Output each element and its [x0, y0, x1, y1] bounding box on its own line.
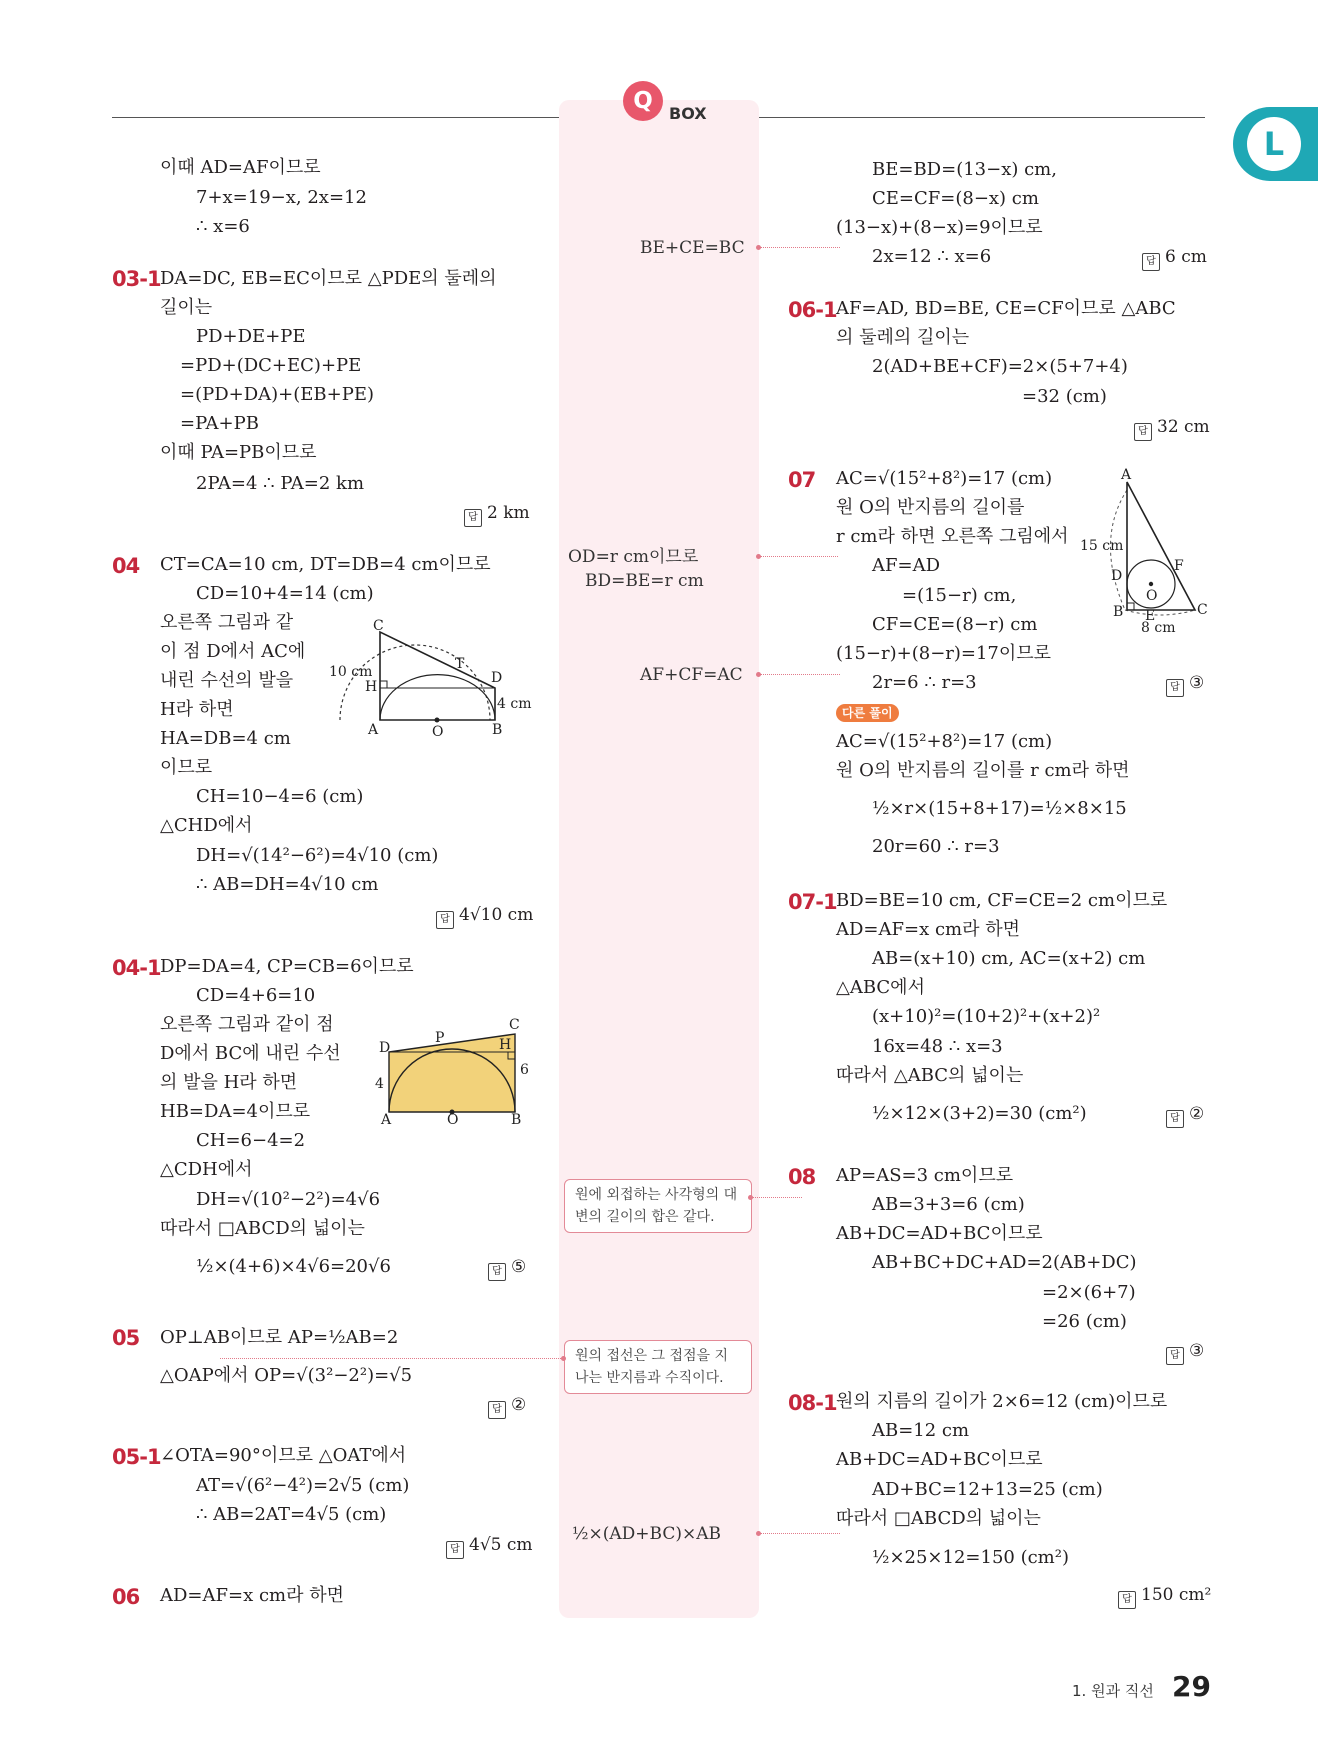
line: 2(AD+BE+CF)=2×(5+7+4)	[872, 356, 1128, 377]
line: 2r=6 ∴ r=3	[872, 672, 977, 693]
line: AF=AD	[872, 555, 941, 576]
line: AB+BC+DC+AD=2(AB+DC)	[872, 1252, 1137, 1273]
figure-04	[325, 618, 532, 740]
answer-text: ③	[1189, 1341, 1205, 1361]
label-C: C	[373, 618, 384, 634]
leader-line	[760, 1533, 840, 1534]
line: 7+x=19−x, 2x=12	[196, 187, 367, 208]
problem-number: 04-1	[112, 956, 161, 980]
leader-line	[220, 1358, 561, 1359]
label-A: A	[1121, 467, 1132, 483]
line: △CHD에서	[160, 815, 253, 836]
problem-number: 03-1	[112, 267, 161, 291]
answer	[464, 502, 530, 527]
line: △OAP에서 OP=√(3²−2²)=√5	[160, 1365, 413, 1386]
leader-dot	[561, 1356, 566, 1361]
answer-text: ⑤	[511, 1257, 527, 1277]
line: D에서 BC에 내린 수선	[160, 1043, 341, 1064]
line: r cm라 하면 오른쪽 그림에서	[836, 526, 1069, 547]
line: CE=CF=(8−x) cm	[872, 188, 1039, 209]
top-rule-right	[759, 117, 1205, 118]
answer	[1166, 672, 1204, 697]
label-4: 4	[375, 1076, 384, 1092]
line: HB=DA=4이므로	[160, 1101, 311, 1122]
problem-number: 08-1	[788, 1391, 837, 1415]
sidebar-note: OD=r cm이므로	[568, 547, 699, 567]
line: OP⊥AB이므로 AP=½AB=2	[160, 1327, 399, 1348]
answer	[488, 1256, 526, 1281]
label-H: H	[499, 1037, 512, 1053]
line: 따라서 △ABC의 넓이는	[836, 1065, 1024, 1086]
line: AF=AD, BD=BE, CE=CF이므로 △ABC	[836, 298, 1176, 319]
answer-icon: 답	[464, 509, 482, 527]
label-C: C	[509, 1017, 520, 1033]
answer	[1134, 416, 1210, 441]
answer	[1142, 246, 1207, 271]
label-O: O	[1146, 588, 1158, 604]
line: CH=6−4=2	[196, 1130, 306, 1151]
line: H라 하면	[160, 699, 234, 720]
line: ½×(4+6)×4√6=20√6	[196, 1256, 391, 1277]
line: CH=10−4=6 (cm)	[196, 786, 364, 807]
line: DP=DA=4, CP=CB=6이므로	[160, 956, 414, 977]
line: 의 발을 H라 하면	[160, 1072, 298, 1093]
qbox-label: BOX	[669, 104, 707, 123]
line: =(15−r) cm,	[902, 585, 1017, 606]
problem-number: 07-1	[788, 890, 837, 914]
sidebar-box: 원에 외접하는 사각형의 대 변의 길이의 합은 같다.	[564, 1179, 752, 1233]
leader-line	[760, 247, 840, 248]
line: HA=DB=4 cm	[160, 728, 291, 749]
answer-icon: 답	[1166, 1347, 1184, 1365]
line: =2×(6+7)	[1042, 1282, 1136, 1303]
chapter-tab-letter: L	[1247, 117, 1301, 171]
answer-icon: 답	[1166, 679, 1184, 697]
sidebar-note: BD=BE=r cm	[585, 571, 704, 591]
line: 이 점 D에서 AC에	[160, 641, 306, 662]
line: DH=√(10²−2²)=4√6	[196, 1189, 381, 1210]
label-A: A	[368, 722, 379, 738]
answer	[446, 1534, 533, 1559]
label-B: B	[492, 722, 503, 738]
line: 이때 AD=AF이므로	[160, 157, 321, 178]
answer-icon: 답	[488, 1263, 506, 1281]
alt-solution-badge: 다른 풀이	[836, 704, 899, 722]
line: ∴ x=6	[196, 216, 250, 237]
label-B: B	[1113, 604, 1124, 620]
chapter-tab	[1233, 107, 1318, 181]
line: ½×r×(15+8+17)=½×8×15	[872, 798, 1127, 819]
sidebar-note: AF+CF=AC	[640, 665, 743, 685]
line: 오른쪽 그림과 같이 점	[160, 1014, 334, 1035]
answer-text: ②	[511, 1395, 527, 1415]
line: △ABC에서	[836, 977, 925, 998]
answer-text: 6 cm	[1165, 247, 1207, 267]
line: ∴ AB=2AT=4√5 (cm)	[196, 1504, 387, 1525]
problem-number: 05	[112, 1326, 140, 1350]
answer-icon: 답	[1142, 253, 1160, 271]
problem-number: 04	[112, 554, 140, 578]
line: CD=4+6=10	[196, 985, 316, 1006]
answer-text: 4√5 cm	[469, 1535, 533, 1555]
answer-text: 150 cm²	[1141, 1585, 1212, 1605]
line: AC=√(15²+8²)=17 (cm)	[836, 731, 1053, 752]
line: 따라서 □ABCD의 넓이는	[836, 1508, 1041, 1529]
line: CT=CA=10 cm, DT=DB=4 cm이므로	[160, 554, 491, 575]
line: AP=AS=3 cm이므로	[836, 1165, 1014, 1186]
line: BD=BE=10 cm, CF=CE=2 cm이므로	[836, 890, 1168, 911]
answer-text: 4√10 cm	[459, 905, 534, 925]
line: BE=BD=(13−x) cm,	[872, 159, 1057, 180]
answer-icon: 답	[488, 1401, 506, 1419]
line: CD=10+4=14 (cm)	[196, 583, 374, 604]
label-E: E	[1145, 608, 1156, 624]
line: CF=CE=(8−r) cm	[872, 614, 1038, 635]
answer	[1166, 1103, 1204, 1128]
line: 원의 지름의 길이가 2×6=12 (cm)이므로	[836, 1391, 1168, 1412]
line: ∴ AB=DH=4√10 cm	[196, 874, 379, 895]
label-6: 6	[520, 1062, 529, 1078]
line: DH=√(14²−6²)=4√10 (cm)	[196, 845, 439, 866]
problem-number: 08	[788, 1165, 816, 1189]
answer	[488, 1394, 526, 1419]
label-T: T	[455, 656, 465, 672]
answer-text: 32 cm	[1157, 417, 1210, 437]
label-D: D	[1111, 568, 1123, 584]
figure-04-1	[375, 1012, 555, 1128]
line: =26 (cm)	[1042, 1311, 1127, 1332]
line: (13−x)+(8−x)=9이므로	[836, 217, 1043, 238]
label-A: A	[381, 1112, 392, 1128]
line: 16x=48 ∴ x=3	[872, 1036, 1003, 1057]
sidebar-note: ½×(AD+BC)×AB	[572, 1524, 721, 1544]
line: 2x=12 ∴ x=6	[872, 246, 992, 267]
line: 원 O의 반지름의 길이를 r cm라 하면	[836, 760, 1130, 781]
chapter-footer: 1. 원과 직선	[1072, 1682, 1154, 1700]
line: 이므로	[160, 757, 213, 778]
line: ½×25×12=150 (cm²)	[872, 1547, 1069, 1568]
answer	[1118, 1584, 1211, 1609]
qbox-icon: Q	[623, 81, 663, 121]
line: ∠OTA=90°이므로 △OAT에서	[160, 1445, 407, 1466]
leader-line	[752, 1197, 802, 1198]
figure-07	[1075, 467, 1225, 640]
answer-icon: 답	[1118, 1591, 1136, 1609]
label-O: O	[432, 724, 444, 740]
problem-number: 07	[788, 468, 816, 492]
answer-text: ③	[1189, 673, 1205, 693]
answer-icon: 답	[446, 1541, 464, 1559]
line: 20r=60 ∴ r=3	[872, 836, 1000, 857]
problem-number: 06-1	[788, 298, 837, 322]
line: DA=DC, EB=EC이므로 △PDE의 둘레의	[160, 268, 497, 289]
line: △CDH에서	[160, 1159, 253, 1180]
line: AB=(x+10) cm, AC=(x+2) cm	[872, 948, 1146, 969]
label-8cm: 8 cm	[1141, 620, 1176, 636]
line: 따라서 □ABCD의 넓이는	[160, 1218, 365, 1239]
line: 길이는	[160, 297, 213, 318]
answer-icon: 답	[1166, 1110, 1184, 1128]
line: (x+10)²=(10+2)²+(x+2)²	[872, 1006, 1101, 1027]
line: 원 O의 반지름의 길이를	[836, 497, 1025, 518]
line: =PA+PB	[180, 413, 259, 434]
sidebar-note: BE+CE=BC	[640, 238, 745, 258]
answer-text: ②	[1189, 1104, 1205, 1124]
answer-text: 2 km	[487, 503, 530, 523]
line: ½×12×(3+2)=30 (cm²)	[872, 1103, 1087, 1124]
problem-number: 06	[112, 1585, 140, 1609]
label-10cm: 10 cm	[329, 664, 373, 680]
top-rule-left	[112, 117, 559, 118]
line: 내린 수선의 발을	[160, 670, 294, 691]
answer-icon: 답	[1134, 423, 1152, 441]
line: AT=√(6²−4²)=2√5 (cm)	[196, 1475, 410, 1496]
label-P: P	[435, 1030, 445, 1046]
label-D: D	[379, 1040, 391, 1056]
line: (15−r)+(8−r)=17이므로	[836, 643, 1052, 664]
answer	[436, 904, 533, 929]
line: AD=AF=x cm라 하면	[160, 1585, 344, 1606]
line: AB+DC=AD+BC이므로	[836, 1223, 1043, 1244]
line: AD=AF=x cm라 하면	[836, 919, 1020, 940]
label-4cm: 4 cm	[497, 696, 532, 712]
label-H: H	[365, 679, 378, 695]
leader-line	[760, 674, 840, 675]
line: AC=√(15²+8²)=17 (cm)	[836, 468, 1053, 489]
label-B: B	[511, 1112, 522, 1128]
label-C: C	[1197, 602, 1208, 618]
line: AB=3+3=6 (cm)	[872, 1194, 1025, 1215]
answer-icon: 답	[436, 911, 454, 929]
line: 오른쪽 그림과 같	[160, 612, 294, 633]
sidebar-box: 원의 접선은 그 접점을 지 나는 반지름과 수직이다.	[564, 1340, 752, 1394]
page-number: 29	[1172, 1670, 1211, 1703]
line: =32 (cm)	[1022, 386, 1107, 407]
label-O: O	[447, 1112, 459, 1128]
answer	[1166, 1340, 1204, 1365]
label-15cm: 15 cm	[1080, 538, 1124, 554]
line: AB=12 cm	[872, 1420, 970, 1441]
line: 2PA=4 ∴ PA=2 km	[196, 473, 365, 494]
label-D: D	[491, 670, 503, 686]
line: AB+DC=AD+BC이므로	[836, 1449, 1043, 1470]
line: 의 둘레의 길이는	[836, 327, 970, 348]
line: 이때 PA=PB이므로	[160, 442, 317, 463]
line: =PD+(DC+EC)+PE	[180, 355, 362, 376]
line: AD+BC=12+13=25 (cm)	[872, 1479, 1103, 1500]
leader-line	[760, 556, 838, 557]
label-F: F	[1174, 558, 1184, 574]
line: =(PD+DA)+(EB+PE)	[180, 384, 375, 405]
line: PD+DE+PE	[196, 326, 306, 347]
problem-number: 05-1	[112, 1445, 161, 1469]
